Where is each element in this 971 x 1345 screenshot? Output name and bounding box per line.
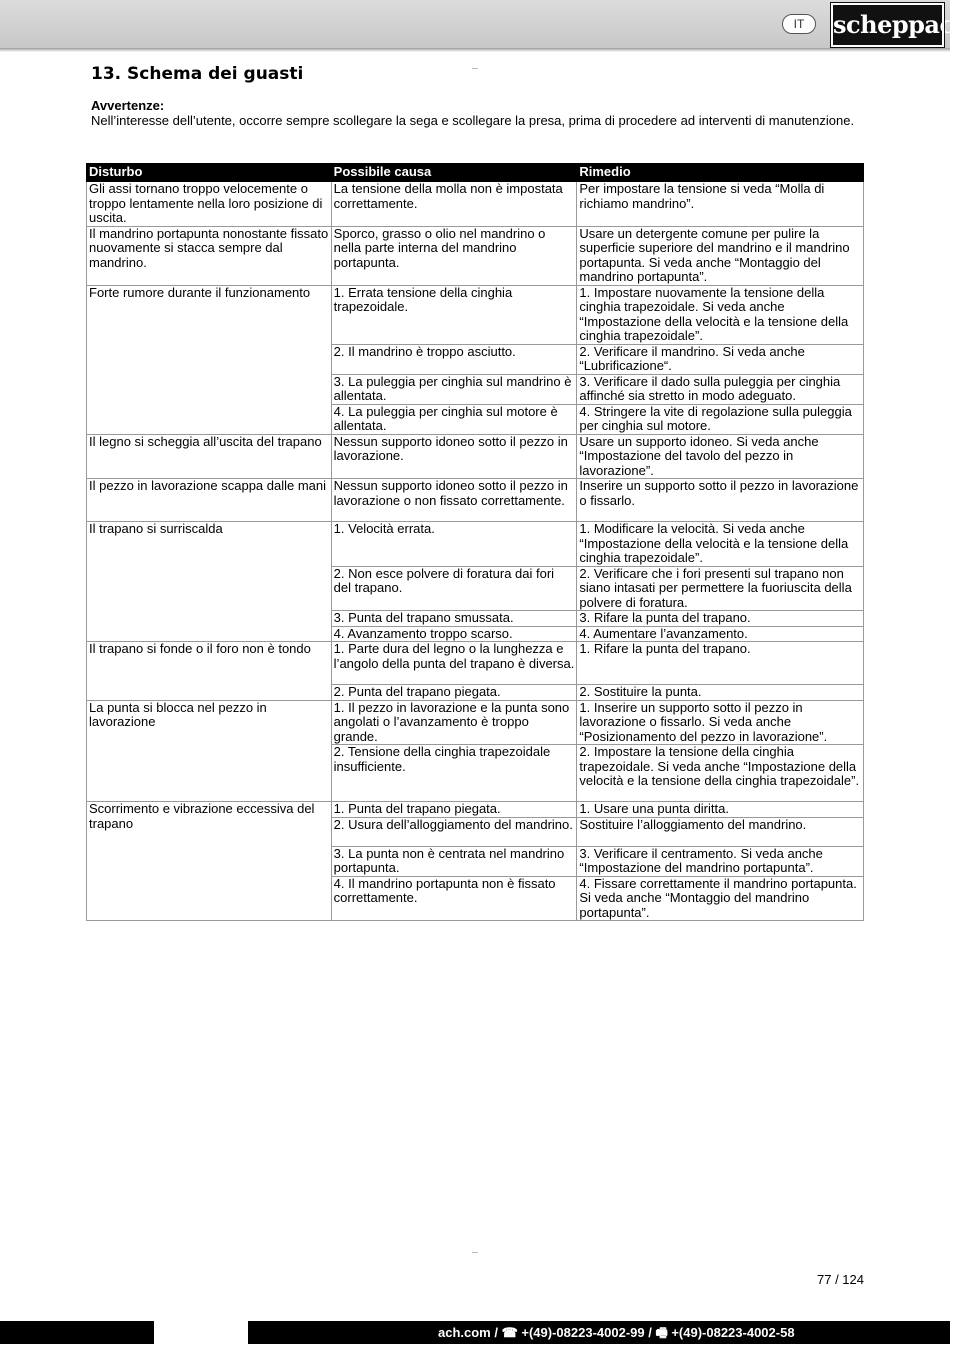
cell-causa: 4. Il mandrino portapunta non è fissato correttamente. [331, 876, 577, 921]
cell-causa: 2. Il mandrino è troppo asciutto. [331, 344, 577, 374]
cell-causa: 1. Il pezzo in lavorazione e la punta sono angolati o l’avanzamento è troppo grande. [331, 700, 577, 745]
cell-disturbo: Il trapano si surriscalda [87, 522, 332, 642]
cell-causa: 1. Punta del trapano piegata. [331, 802, 577, 818]
cell-rimedio: 2. Verificare il mandrino. Si veda anche “Lubrificazione“. [577, 344, 864, 374]
table-row [87, 434, 864, 479]
cell-causa: 2. Non esce polvere di foratura dai fori del trapano. [331, 566, 577, 611]
cell-rimedio: Inserire un supporto sotto il pezzo in lavorazione o fissarlo. [577, 479, 864, 522]
warning-title: Avvertenze: [91, 98, 165, 113]
cell-disturbo: Il legno si scheggia all’uscita del trapano [87, 434, 332, 479]
cell-causa: 4. La puleggia per cinghia sul motore è allentata. [331, 404, 577, 434]
cell-causa: La tensione della molla non è impostata correttamente. [331, 182, 577, 227]
table-row [87, 522, 864, 567]
cell-rimedio: Sostituire l’alloggiamento del mandrino. [577, 817, 864, 846]
crop-mark [472, 1252, 478, 1253]
cell-causa: 1. Parte dura del legno o la lunghezza e l’angolo della punta del trapano è diversa. [331, 642, 577, 685]
cell-disturbo: Il trapano si fonde o il foro non è tondo [87, 642, 332, 701]
cell-rimedio: 4. Fissare correttamente il mandrino portapunta. Si veda anche “Montaggio del mandrino portapunta”. [577, 876, 864, 921]
cell-causa: 4. Avanzamento troppo scarso. [331, 626, 577, 642]
cell-rimedio: 3. Rifare la punta del trapano. [577, 611, 864, 627]
cell-causa: 3. La punta non è centrata nel mandrino portapunta. [331, 846, 577, 876]
table-row [87, 182, 864, 227]
cell-causa: 3. La puleggia per cinghia sul mandrino è allentata. [331, 374, 577, 404]
cell-disturbo: Il mandrino portapunta nonostante fissato nuovamente si stacca sempre dal mandrino. [87, 226, 332, 285]
cell-causa: 2. Punta del trapano piegata. [331, 685, 577, 701]
cell-disturbo: Il pezzo in lavorazione scappa dalle mani [87, 479, 332, 522]
header-causa: Possibile causa [331, 164, 577, 182]
cell-rimedio: 1. Inserire un supporto sotto il pezzo in lavorazione o fissarlo. Si veda anche “Posizionamento del pezzo in lavorazione”. [577, 700, 864, 745]
table-row [87, 479, 864, 522]
page-number: 77 / 124 [817, 1272, 864, 1287]
page-title: 13. Schema dei guasti [91, 64, 304, 84]
cell-disturbo: Gli assi tornano troppo velocemente o troppo lentamente nella loro posizione di uscita. [87, 182, 332, 227]
cell-causa: 2. Tensione della cinghia trapezoidale insufficiente. [331, 745, 577, 802]
language-badge: IT [782, 14, 816, 34]
header-rimedio: Rimedio [577, 164, 864, 182]
fault-table [86, 163, 864, 921]
cell-disturbo: La punta si blocca nel pezzo in lavorazione [87, 700, 332, 802]
table-row [87, 285, 864, 344]
cell-rimedio: Usare un detergente comune per pulire la superficie superiore del mandrino e il mandrino portapunta. Si veda anche “Montaggio del mandrino portapunta”. [577, 226, 864, 285]
header-shadow [0, 48, 950, 52]
table-row [87, 802, 864, 818]
cell-rimedio: 4. Aumentare l’avanzamento. [577, 626, 864, 642]
cell-rimedio: 1. Modificare la velocità. Si veda anche “Impostazione della velocità e la tensione della cinghia trapezoidale”. [577, 522, 864, 567]
cell-causa: Sporco, grasso o olio nel mandrino o nella parte interna del mandrino portapunta. [331, 226, 577, 285]
brand-logo: scheppach [831, 3, 944, 47]
cell-disturbo: Scorrimento e vibrazione eccessiva del trapano [87, 802, 332, 921]
cell-rimedio: Per impostare la tensione si veda “Molla di richiamo mandrino”. [577, 182, 864, 227]
cell-rimedio: 1. Usare una punta diritta. [577, 802, 864, 818]
warning-text: Nell’interesse dell’utente, occorre sempre scollegare la sega e scollegare la presa, prima di procedere ad interventi di manutenzione. [91, 113, 855, 128]
table-body [87, 182, 864, 921]
cell-causa: 1. Velocità errata. [331, 522, 577, 567]
cell-causa: 1. Errata tensione della cinghia trapezoidale. [331, 285, 577, 344]
cell-rimedio: 3. Verificare il dado sulla puleggia per cinghia affinché sia stretto in modo adeguato. [577, 374, 864, 404]
table-row [87, 226, 864, 285]
table-row [87, 642, 864, 685]
footer-contact: ach.com / ☎ +(49)-08223-4002-99 / 🖷 +(49)-08223-4002-58 [438, 1325, 795, 1340]
cell-causa: Nessun supporto idoneo sotto il pezzo in lavorazione o non fissato correttamente. [331, 479, 577, 522]
table-row [87, 700, 864, 745]
crop-mark [472, 68, 478, 69]
header-disturbo: Disturbo [87, 164, 332, 182]
cell-causa: 2. Usura dell’alloggiamento del mandrino. [331, 817, 577, 846]
footer-gap [154, 1321, 248, 1344]
cell-rimedio: 3. Verificare il centramento. Si veda anche “Impostazione del mandrino portapunta”. [577, 846, 864, 876]
cell-causa: Nessun supporto idoneo sotto il pezzo in lavorazione. [331, 434, 577, 479]
table-header-row [87, 164, 864, 182]
cell-rimedio: 4. Stringere la vite di regolazione sulla puleggia per cinghia sul motore. [577, 404, 864, 434]
cell-causa: 3. Punta del trapano smussata. [331, 611, 577, 627]
cell-rimedio: Usare un supporto idoneo. Si veda anche “Impostazione del tavolo del pezzo in lavorazione”. [577, 434, 864, 479]
cell-disturbo: Forte rumore durante il funzionamento [87, 285, 332, 434]
cell-rimedio: 1. Rifare la punta del trapano. [577, 642, 864, 685]
cell-rimedio: 1. Impostare nuovamente la tensione della cinghia trapezoidale. Si veda anche “Impostazione della velocità e la tensione della cinghia trapezoidale”. [577, 285, 864, 344]
cell-rimedio: 2. Impostare la tensione della cinghia trapezoidale. Si veda anche “Impostazione della velocità e la tensione della cinghia trapezoidale”. [577, 745, 864, 802]
cell-rimedio: 2. Sostituire la punta. [577, 685, 864, 701]
cell-rimedio: 2. Verificare che i fori presenti sul trapano non siano intasati per permettere la fuoriuscita della polvere di foratura. [577, 566, 864, 611]
